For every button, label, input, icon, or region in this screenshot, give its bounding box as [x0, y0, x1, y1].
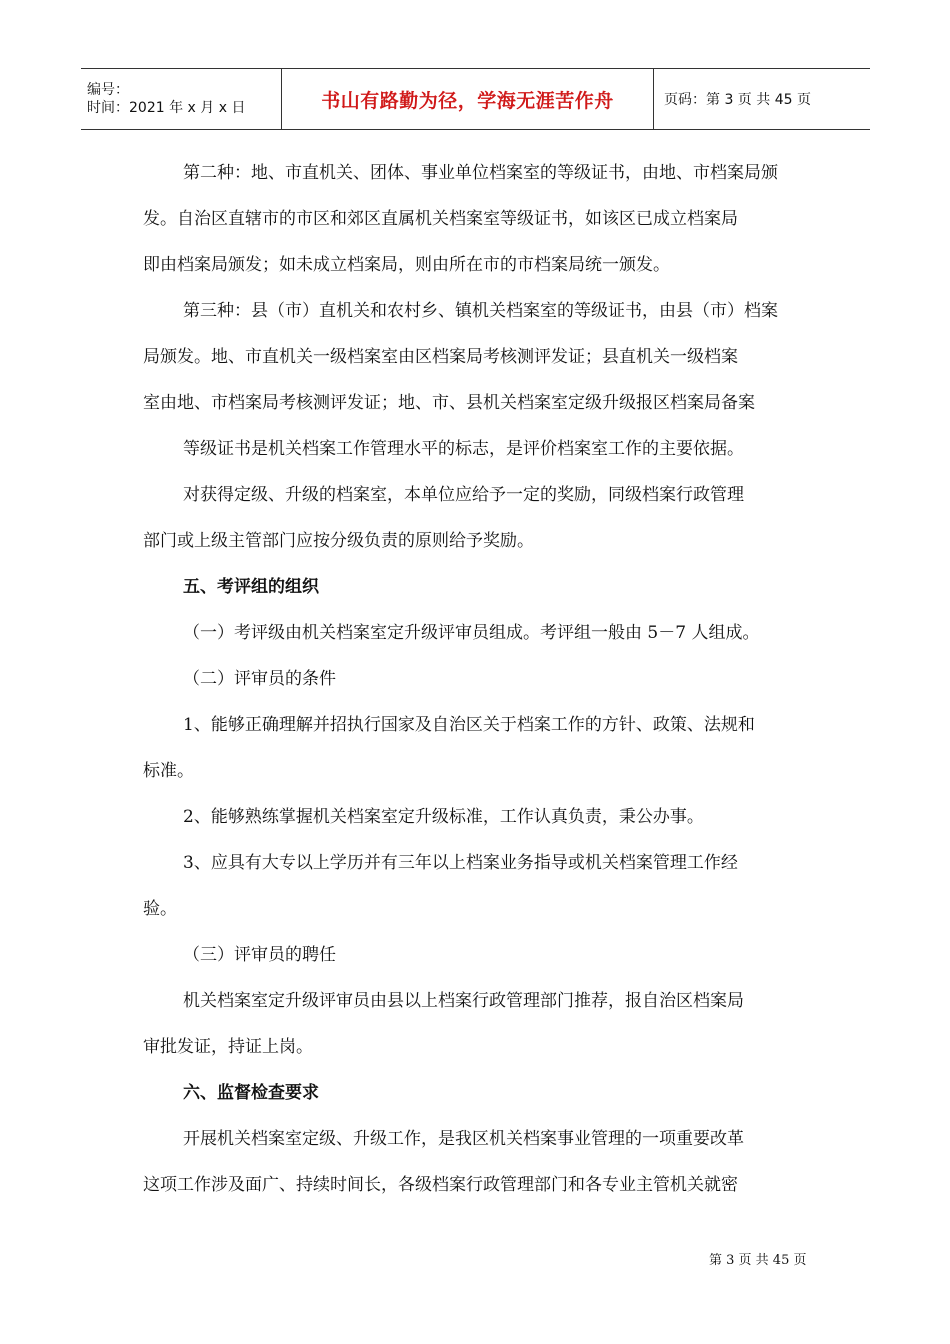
paragraph-line: 第二种：地、市直机关、团体、事业单位档案室的等级证书，由地、市档案局颁 [183, 163, 778, 183]
header-page-info: 页码：第 3 页 共 45 页 [664, 92, 811, 108]
paragraph-line: 3、应具有大专以上学历并有三年以上档案业务指导或机关档案管理工作经 [183, 853, 738, 873]
paragraph-line: 等级证书是机关档案工作管理水平的标志，是评价档案室工作的主要依据。 [183, 439, 744, 459]
paragraph-line: 即由档案局颁发；如未成立档案局，则由所在市的市档案局统一颁发。 [143, 255, 670, 275]
section-heading: 六、监督检查要求 [183, 1083, 319, 1103]
paragraph-line: 发。自治区直辖市的市区和郊区直属机关档案室等级证书，如该区已成立档案局 [143, 209, 738, 229]
subsection-heading: （三）评审员的聘任 [183, 945, 336, 965]
paragraph-line: 标准。 [143, 761, 194, 781]
paragraph-line: 1、能够正确理解并招执行国家及自治区关于档案工作的方针、政策、法规和 [183, 715, 755, 735]
paragraph-line: （一）考评级由机关档案室定升级评审员组成。考评组一般由 5－7 人组成。 [183, 623, 760, 643]
paragraph-line: 室由地、市档案局考核测评发证；地、市、县机关档案室定级升级报区档案局备案 [143, 393, 755, 413]
subsection-heading: （二）评审员的条件 [183, 669, 336, 689]
header-motto: 书山有路勤为径，学海无涯苦作舟 [281, 69, 654, 129]
paragraph-line: 审批发证，持证上岗。 [143, 1037, 313, 1057]
paragraph-line: 第三种：县（市）直机关和农村乡、镇机关档案室的等级证书，由县（市）档案 [183, 301, 778, 321]
paragraph-line: 部门或上级主管部门应按分级负责的原则给予奖励。 [143, 531, 534, 551]
paragraph-line: 对获得定级、升级的档案室，本单位应给予一定的奖励，同级档案行政管理 [183, 485, 744, 505]
paragraph-line: 开展机关档案室定级、升级工作，是我区机关档案事业管理的一项重要改革 [183, 1129, 744, 1149]
header-meta [81, 69, 281, 129]
paragraph-line: 2、能够熟练掌握机关档案室定升级标准，工作认真负责，秉公办事。 [183, 807, 704, 827]
page-header [81, 68, 870, 130]
paragraph-line: 这项工作涉及面广、持续时间长，各级档案行政管理部门和各专业主管机关就密 [143, 1175, 738, 1195]
paragraph-line: 验。 [143, 899, 177, 919]
section-heading: 五、考评组的组织 [183, 577, 319, 597]
document-code-label: 编号： [87, 82, 129, 98]
paragraph-line: 局颁发。地、市直机关一级档案室由区档案局考核测评发证；县直机关一级档案 [143, 347, 738, 367]
document-body [143, 150, 809, 1208]
paragraph-line: 机关档案室定升级评审员由县以上档案行政管理部门推荐，报自治区档案局 [183, 991, 744, 1011]
page-footer: 第 3 页 共 45 页 [709, 1253, 807, 1268]
document-date: 时间：2021 年 x 月 x 日 [87, 100, 246, 116]
